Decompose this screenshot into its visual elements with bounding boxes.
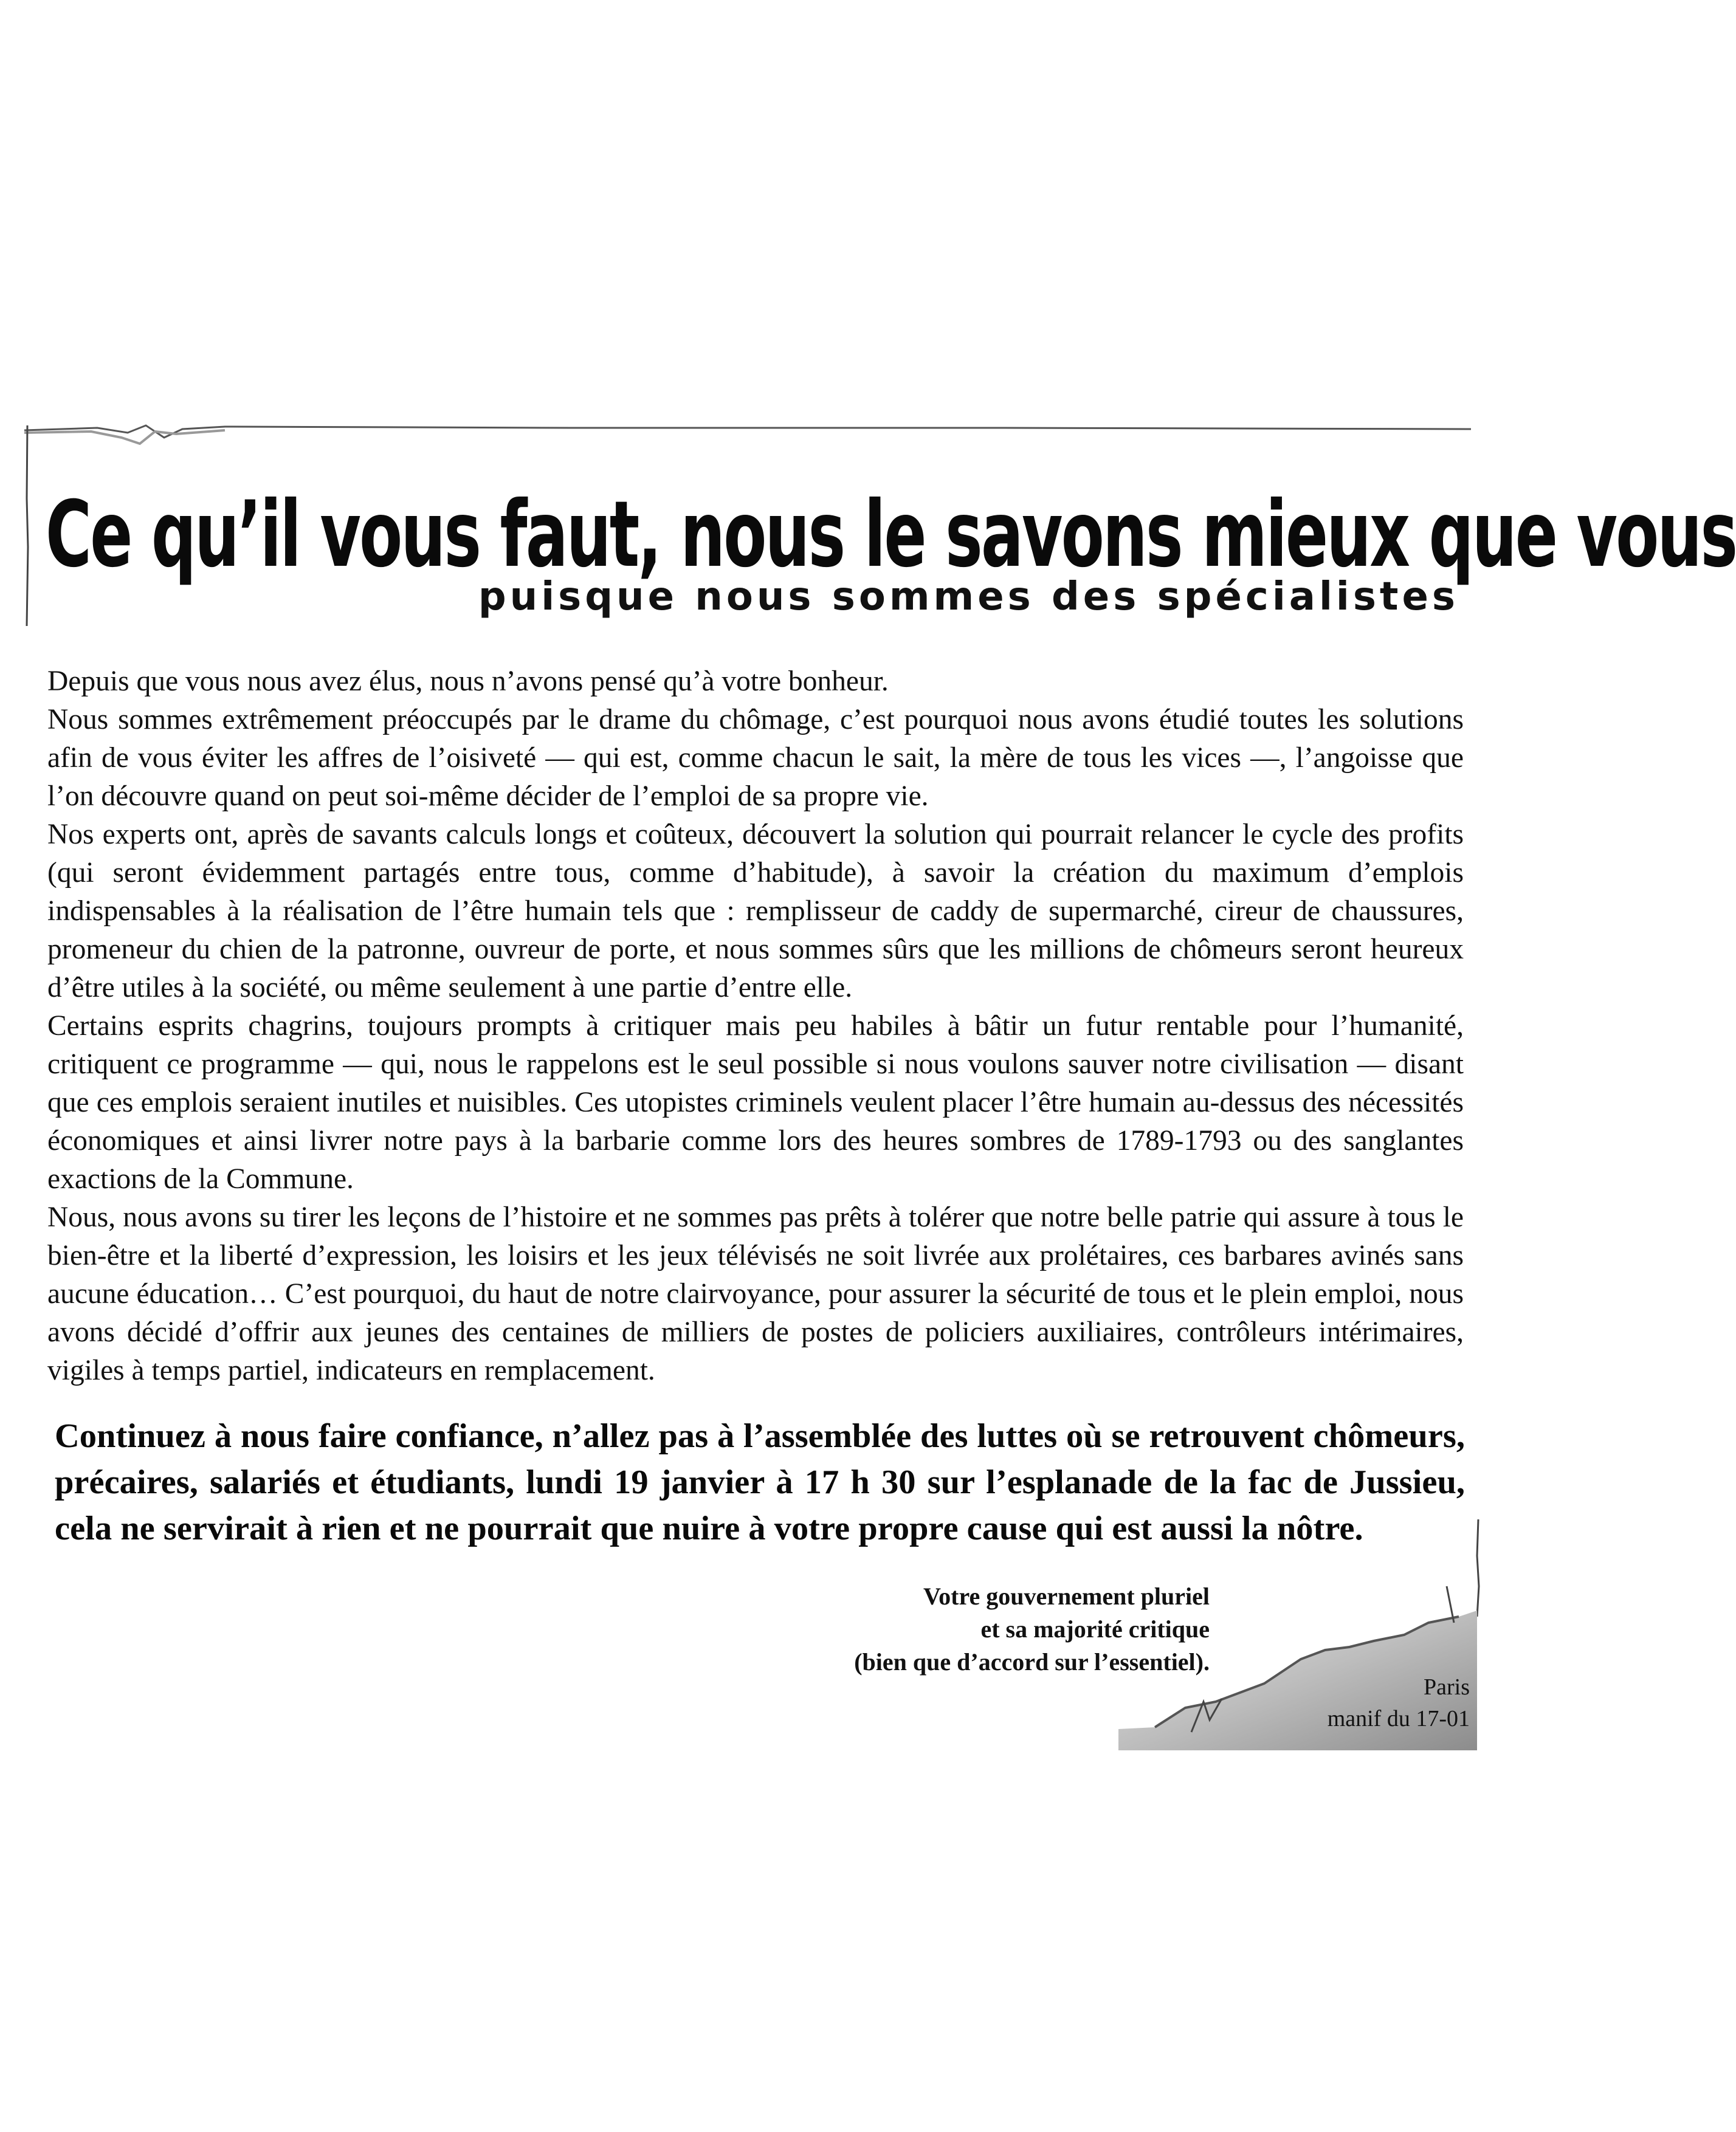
- signature-line: et sa majorité critique: [980, 1615, 1210, 1643]
- page-subtitle: puisque nous sommes des spécialistes: [478, 574, 1459, 619]
- photo-caption-line: manif du 17-01: [1327, 1706, 1470, 1731]
- signature-line: (bien que d’accord sur l’essentiel).: [854, 1648, 1210, 1676]
- paragraph: Nos experts ont, après de savants calculs longs et coûteux, découvert la solution qui pourrait relancer le cycle des profits (qui seront évidemment partagés entre tous, comme d’habitude), à savoir la création du maximum d’emplois indispensables à la réalisation de l’être humain tels que : remplisseur de caddy de supermarché, cireur de chaussures, promeneur du chien de la patronne, ouvreur de porte, et nous sommes sûrs que les millions de chômeurs seront heureux d’être utiles à la société, ou même seulement à une partie d’entre elle.: [47, 819, 1464, 1003]
- call-to-action: Continuez à nous faire confiance, n’allez pas à l’assemblée des luttes où se retrouvent chômeurs, précaires, salariés et étudiants, lundi 19 janvier à 17 h 30 sur l’esplanade de la fac de Jussieu, cela ne servirait à rien et ne pourrait que nuire à votre propre cause qui est aussi la nôtre.: [55, 1417, 1465, 1547]
- photo-caption: [1328, 1671, 1470, 1735]
- paragraph: Depuis que vous nous avez élus, nous n’avons pensé qu’à votre bonheur.: [47, 665, 889, 697]
- page-title: Ce qu’il vous faut, nous le savons mieux que vous: [46, 482, 1736, 588]
- signature-line: Votre gouvernement pluriel: [923, 1583, 1210, 1610]
- photo-caption-line: Paris: [1424, 1674, 1470, 1700]
- scan-left-edge: [23, 425, 32, 626]
- body-text: [47, 662, 1464, 1390]
- paragraph: Nous, nous avons su tirer les leçons de l’histoire et ne sommes pas prêts à tolérer que notre belle patrie qui assure à tous le bien-être et la liberté d’expression, les loisirs et les jeux télévisés ne soit livrée aux prolétaires, ces barbares avinés sans aucune éducation… C’est pourquoi, du haut de notre clairvoyance, pour assurer la sécurité de tous et le plein emploi, nous avons décidé d’offrir aux jeunes des centaines de milliers de postes de policiers auxiliaires, contrôleurs intérimaires, vigiles à temps partiel, indicateurs en remplacement.: [47, 1202, 1464, 1386]
- paragraph: Nous sommes extrêmement préoccupés par le drame du chômage, c’est pourquoi nous avons étudié toutes les solutions afin de vous éviter les affres de l’oisiveté — qui est, comme chacun le sait, la mère de tous les vices —, l’angoisse que l’on découvre quand on peut soi-même décider de l’emploi de sa propre vie.: [47, 704, 1464, 812]
- scan-torn-edge: [24, 419, 1471, 456]
- paragraph: Certains esprits chagrins, toujours prompts à critiquer mais peu habiles à bâtir un futur rentable pour l’humanité, critiquent ce programme — qui, nous le rappelons est le seul possible si nous voulons sauver notre civilisation — disant que ces emplois seraient inutiles et nuisibles. Ces utopistes criminels veulent placer l’être humain au-dessus des nécessités économiques et ainsi livrer notre pays à la barbarie comme lors des heures sombres de 1789-1793 ou des sanglantes exactions de la Commune.: [47, 1010, 1464, 1195]
